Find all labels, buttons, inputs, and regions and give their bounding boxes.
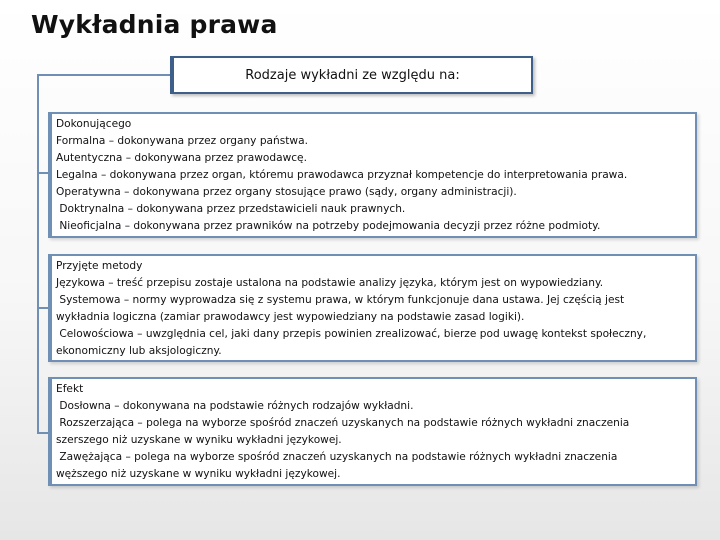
box-line: Legalna – dokonywana przez organ, któremu prawodawca przyznał kompetencje do interpretowania prawa. bbox=[56, 169, 628, 181]
connector-horizontal bbox=[37, 74, 171, 76]
box-efekt bbox=[48, 377, 697, 486]
box-przyjete-metody bbox=[48, 254, 697, 362]
box-dokonujacego bbox=[48, 112, 697, 238]
box-line: Zawężająca – polega na wyborze spośród znaczeń uzyskanych na podstawie różnych wykładni znaczenia bbox=[56, 451, 618, 463]
box-line: węższego niż uzyskane w wyniku wykładni językowej. bbox=[56, 468, 341, 480]
connector-vertical bbox=[37, 74, 39, 434]
box-line: Autentyczna – dokonywana przez prawodawcę. bbox=[56, 152, 307, 164]
box-heading: Efekt bbox=[56, 383, 84, 395]
box-line: Systemowa – normy wyprowadza się z systemu prawa, w którym funkcjonuje dana ustawa. Jej częścią jest bbox=[56, 294, 625, 306]
box-line: Nieoficjalna – dokonywana przez prawników na potrzeby podejmowania decyzji przez różne podmioty. bbox=[56, 220, 601, 232]
header-box bbox=[170, 56, 533, 94]
box-heading: Przyjęte metody bbox=[56, 260, 143, 272]
box-line: Doktrynalna – dokonywana przez przedstawicieli nauk prawnych. bbox=[56, 203, 406, 215]
slide-title: Wykładnia prawa bbox=[31, 10, 278, 39]
box-line: wykładnia logiczna (zamiar prawodawcy jest wypowiedziany na podstawie zasad logiki). bbox=[56, 311, 525, 323]
box-line: Rozszerzająca – polega na wyborze spośród znaczeń uzyskanych na podstawie różnych wykładni znaczenia bbox=[56, 417, 630, 429]
box-line: Dosłowna – dokonywana na podstawie różnych rodzajów wykładni. bbox=[56, 400, 414, 412]
box-line: Formalna – dokonywana przez organy państwa. bbox=[56, 135, 308, 147]
box-line: szerszego niż uzyskane w wyniku wykładni językowej. bbox=[56, 434, 342, 446]
box-heading: Dokonującego bbox=[56, 118, 132, 130]
box-line: ekonomiczny lub aksjologiczny. bbox=[56, 345, 222, 357]
box-line: Celowościowa – uwzględnia cel, jaki dany przepis powinien zrealizować, bierze pod uwagę kontekst społeczny, bbox=[56, 328, 647, 340]
header-text: Rodzaje wykładni ze względu na: bbox=[245, 67, 460, 83]
box-line: Operatywna – dokonywana przez organy stosujące prawo (sądy, organy administracji). bbox=[56, 186, 517, 198]
box-line: Językowa – treść przepisu zostaje ustalona na podstawie analizy języka, którym jest on wypowiedziany. bbox=[56, 277, 604, 289]
